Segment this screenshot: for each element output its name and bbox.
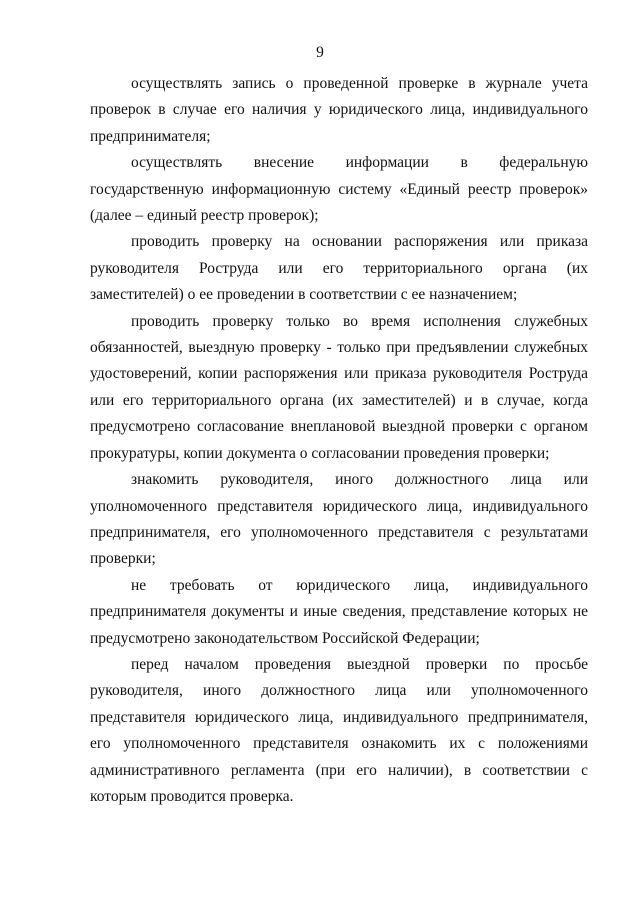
paragraph-unified-registry: осуществлять внесение информации в федеральную государственную информационную систему «Единый реестр проверок» (далее – единый реестр проверок); [90,154,588,225]
paragraph-duty-time: проводить проверку только во время исполнения служебных обязанностей, выездную проверку - только при предъявлении служебных удостоверений, копии распоряжения или приказа руководителя Роструда или его территориального органа (их заместителей) и в случае, когда предусмотрено согласование внеплановой выездной проверки с органом прокуратуры, копии документа о согласовании проведения проверки; [90,312,588,462]
paragraph-no-extra-documents: не требовать от юридического лица, индивидуального предпринимателя документы и иные сведения, представление которых не предусмотрено законодательством Российской Федерации; [90,576,588,647]
paragraph-regulation-acquaint: перед началом проведения выездной проверки по просьбе руководителя, иного должностного лица или уполномоченного представителя юридического лица, индивидуального предпринимателя, его уполномоченного представителя ознакомить их с положениями административного регламента (при его наличии), в соответствии с которым проводится проверка. [90,655,588,805]
page-number: 9 [316,44,324,61]
paragraph-order-basis: проводить проверку на основании распоряжения или приказа руководителя Роструда или его территориального органа (их заместителей) о ее проведении в соответствии с ее назначением; [90,233,588,304]
body-text [90,71,588,810]
paragraph-results-acquaint: знакомить руководителя, иного должностного лица или уполномоченного представителя юридического лица, индивидуального предпринимателя, его уполномоченного представителя с результатами проверки; [90,471,588,568]
paragraph-journal-record: осуществлять запись о проведенной проверке в журнале учета проверок в случае его наличия у юридического лица, индивидуального предпринимателя; [90,75,588,145]
